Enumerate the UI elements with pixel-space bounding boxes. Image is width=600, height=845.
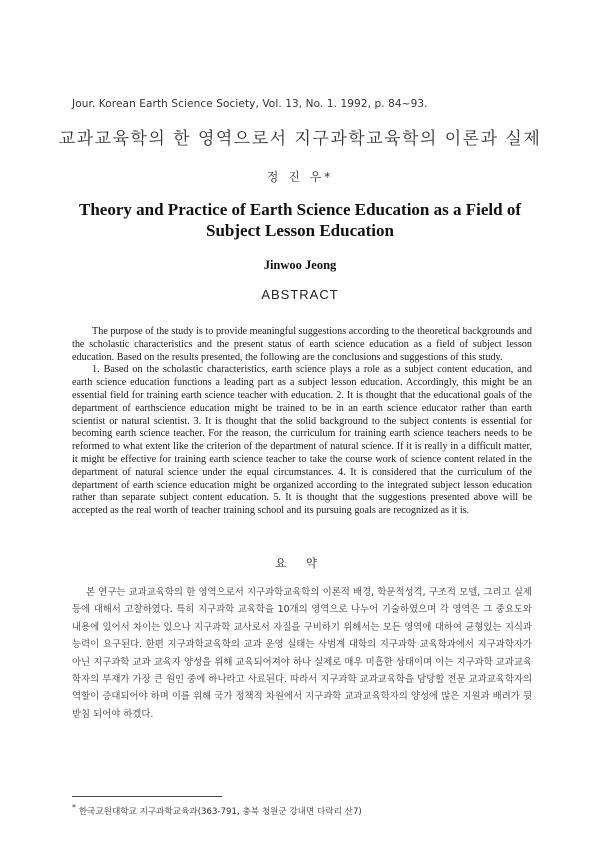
abstract-paragraph: 1. Based on the scholastic characteristics, earth science plays a role as a subject content education, and earth science education functions a leading part as a subject lesson education. Accordingly, this might be an essential field for training earth science teacher with education. 2. It is thought that the educational goals of the department of earthscience education might be trained to be in an earth science educator rather than earth scientist or natural scientist. 3. It is thought that the solid background to the subject contents is essential for becoming earth science teacher. For the reason, the curriculum for training earth science teachers needs to be reformed to what extent like the criterion of the department of natural science. If it is really in a difficult matter, it might be effective for training earth science teacher to take the course work of science content related in the department of natural science under the equal circumstances. 4. It is considered that the curriculum of the department of earth science education might be organized according to the integrated subject lesson education rather than separate subject content education. 5. It is thought that the suggestions presented above will be accepted as the real worth of teacher training school and its pursuing goals are recognized as it is. <box>72 364 532 517</box>
english-author: Jinwoo Jeong <box>263 258 337 272</box>
abstract-heading: ABSTRACT <box>261 287 339 302</box>
abstract-paragraph: The purpose of the study is to provide meaningful suggestions according to the theoretical backgrounds and the scholastic characteristics and the present status of earth science education as a field of subject lesson education. Based on the results presented, the following are the conclusions and suggestions of this study. <box>72 326 532 363</box>
footnote-divider <box>72 796 222 797</box>
summary-paragraph: 본 연구는 교과교육학의 한 영역으로서 지구과학교육학의 이론적 배경, 학문적성격, 구조적 모델, 그리고 실제 등에 대해서 고찰하였다. 특히 지구과학 교육학을 10개의 영역으로 나누어 기술하였으며 각 영역은 그 중요도와 내용에 있어서 차이는 있으나 지구과학 교사로서 자질을 구비하기 위해서는 모든 영역에 대하여 균형있는 지식과 능력이 요구된다. 한편 지구과학교육학의 교과 운영 실태는 사범계 대학의 지구과학 교육학과에서 지구과학자가 아닌 지구과학 교과 교육자 양성을 위해 교육되어져야 하나 실제로 매우 미흡한 상태이며 이는 지구과학 교과교육학자의 부재가 가장 큰 원인 중에 하나라고 사료된다. 따라서 지구과학 교과교육학을 담당할 전문 교과교육학자의 역할이 증대되어야 하며 이를 위해 국가 정책적 차원에서 지구과학 교과교육학자의 양성에 많은 지원과 배려가 뒷받침 되어야 하겠다. <box>72 587 532 720</box>
abstract-body <box>72 326 532 518</box>
summary-heading: 요 약 <box>275 556 325 570</box>
footnote <box>72 803 362 817</box>
footnote-text: 한국교원대학교 지구과학교육과(363-791, 충북 청원군 강내면 다락리 산7) <box>78 806 362 817</box>
summary-body <box>72 584 532 723</box>
korean-author: 정 진 우* <box>266 170 334 184</box>
english-title: Theory and Practice of Earth Science Education as a Field of Subject Lesson Education <box>79 200 521 240</box>
journal-citation: Jour. Korean Earth Science Society, Vol. 13, No. 1. 1992, p. 84~93. <box>72 98 428 110</box>
footnote-mark: * <box>72 803 76 812</box>
korean-title: 교과교육학의 한 영역으로서 지구과학교육학의 이론과 실제 <box>58 129 542 149</box>
